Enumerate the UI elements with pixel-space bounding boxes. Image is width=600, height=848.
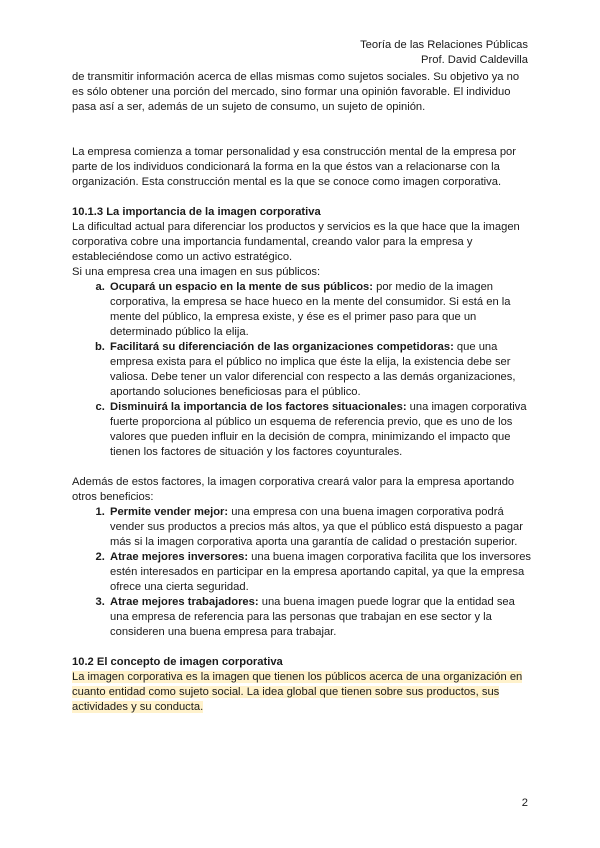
list-item — [108, 400, 532, 460]
document-body — [72, 70, 532, 715]
list-item-text: una empresa con una buena imagen corporativa podrá vender sus productos a precios más altos, ya que el público está dispuesto a pagar más si la imagen corporativa aporta una garantía de calidad o prestación superior. — [110, 506, 523, 548]
list-item-text: una buena imagen corporativa facilita que los inversores estén interesados en participar en la empresa aportando capital, ya que la empresa ofrece una cierta seguridad. — [110, 551, 532, 593]
list-item — [108, 505, 532, 550]
list-item-title: Atrae mejores trabajadores: — [110, 596, 259, 608]
list-item-title: Ocupará un espacio en la mente de sus públicos: — [110, 281, 373, 293]
list-lead: Si una empresa crea una imagen en sus públicos: — [72, 266, 321, 278]
intro-paragraph: de transmitir información acerca de ellas mismas como sujetos sociales. Su objetivo ya no es sólo obtener una porción del mercado, sino formar una opinión favorable. El individuo pasa así a ser, además de un sujeto de consumo, un sujeto de opinión. — [72, 71, 520, 113]
page-number: 2 — [521, 797, 528, 809]
list-item-text: una buena imagen puede lograr que la entidad sea una empresa de referencia para las personas que trabajan en ese sector y la consideren una buena empresa para trabajar. — [110, 596, 515, 638]
header-course-title: Teoría de las Relaciones Públicas — [360, 39, 528, 51]
section-10-1-3-text: La dificultad actual para diferenciar los productos y servicios es la que hace que la imagen corporativa cobre una importancia fundamental, creando valor para la empresa y estableciéndose como un activo estratégico. — [72, 221, 520, 263]
list-item-title: Disminuirá la importancia de los factores situacionales: — [110, 401, 407, 413]
benefits-list — [72, 505, 532, 640]
list-item-title: Atrae mejores inversores: — [110, 551, 249, 563]
section-heading-10-1-3: 10.1.3 La importancia de la imagen corporativa — [72, 206, 321, 218]
list-item — [108, 280, 532, 340]
section-heading-10-2: 10.2 El concepto de imagen corporativa — [72, 656, 283, 668]
factors-list — [72, 280, 532, 460]
paragraph-corporate-personality: La empresa comienza a tomar personalidad y esa construcción mental de la empresa por parte de los individuos condicionará la forma en la que éstos van a relacionarse con la organización. Esta construcción mental es la que se conoce como imagen corporativa. — [72, 146, 517, 188]
benefits-lead: Además de estos factores, la imagen corporativa creará valor para la empresa aportando otros beneficios: — [72, 476, 515, 503]
list-item-text: que una empresa exista para el público no implica que éste la elija, la existencia debe ser valiosa. Debe tener un valor diferencial con respecto a las demás organizaciones, aportando soluciones beneficiosas para el público. — [110, 341, 516, 398]
definition-paragraph — [72, 670, 532, 715]
list-item — [108, 550, 532, 595]
list-item-title: Facilitará su diferenciación de las organizaciones competidoras: — [110, 341, 454, 353]
list-item-title: Permite vender mejor: — [110, 506, 229, 518]
header-professor: Prof. David Caldevilla — [421, 54, 528, 66]
list-item-text: una imagen corporativa fuerte proporciona al público un esquema de referencia previo, que es uno de los valores que pueden influir en la decisión de compra, minimizando el impacto que tienen los factores de situación y los factores coyunturales. — [110, 401, 527, 458]
list-item — [108, 340, 532, 400]
list-item-text: por medio de la imagen corporativa, la empresa se hace hueco en la mente del consumidor. Si está en la mente del público, la empresa existe, y ése es el primer paso para que un determinado público la elija. — [110, 281, 511, 338]
highlighted-definition: La imagen corporativa es la imagen que tienen los públicos acerca de una organización en cuanto entidad como sujeto social. La idea global que tienen sobre sus productos, sus actividades y su conducta. — [72, 671, 523, 713]
page-header — [360, 38, 528, 68]
list-item — [108, 595, 532, 640]
